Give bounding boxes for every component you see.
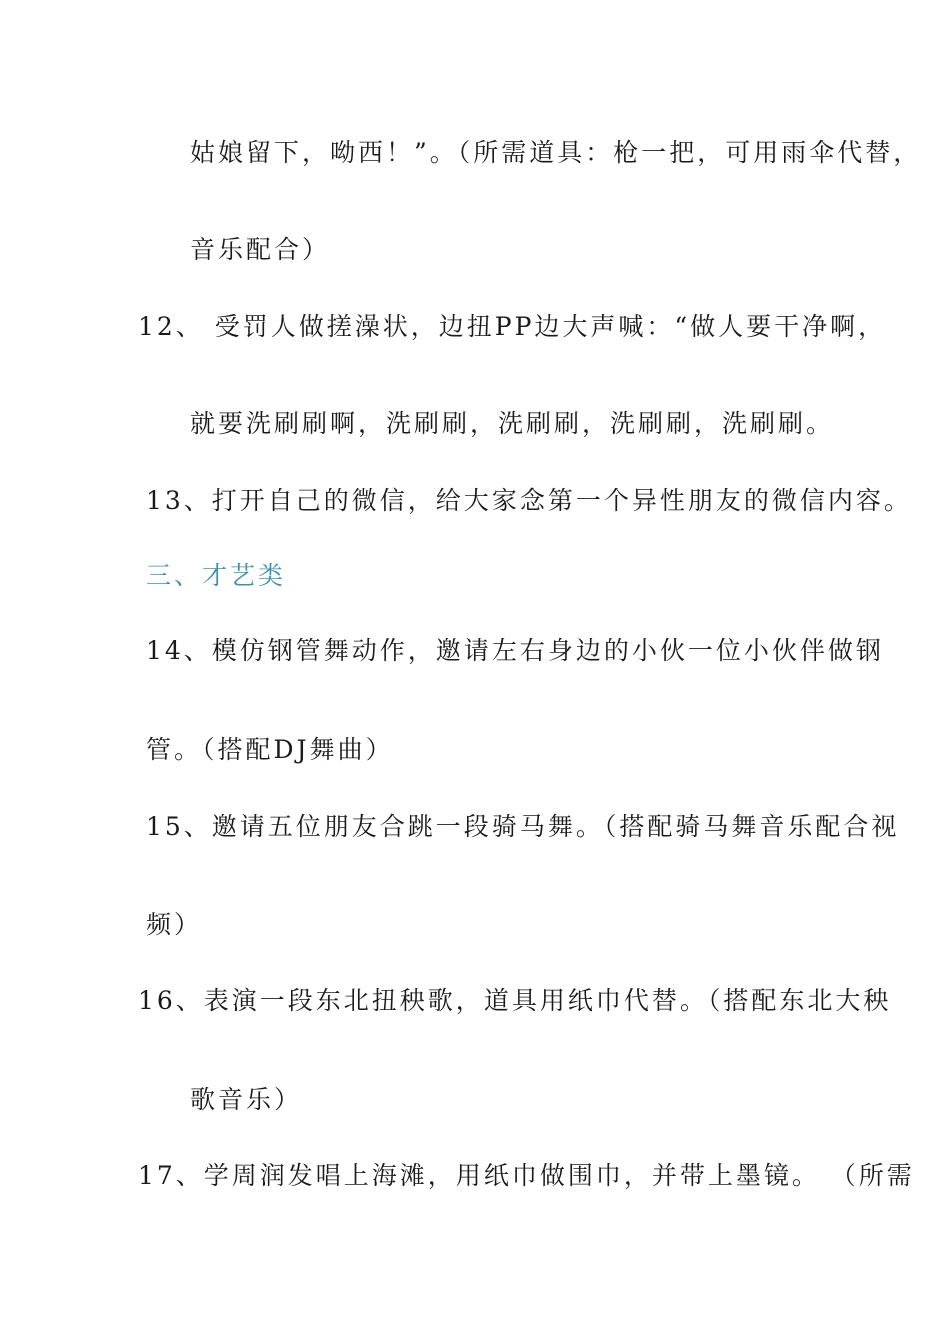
text-line: 频） (146, 910, 203, 939)
text-line: 音乐配合） (190, 235, 331, 264)
text-line: 姑娘留下，呦西！”。（所需道具：枪一把，可用雨伞代替， (190, 138, 922, 167)
section-heading: 三、才艺类 (146, 561, 287, 590)
list-item-12: 12、 受罚人做搓澡状，边扭PP边大声喊：“做人要干净啊， (138, 312, 887, 341)
text-line: 就要洗刷刷啊，洗刷刷，洗刷刷，洗刷刷，洗刷刷。 (190, 409, 835, 438)
list-item-17: 17、学周润发唱上海滩，用纸巾做围巾，并带上墨镜。 （所需 (138, 1161, 915, 1190)
list-item-15: 15、邀请五位朋友合跳一段骑马舞。（搭配骑马舞音乐配合视 (146, 812, 900, 841)
text-line: 管。（搭配DJ舞曲） (146, 735, 394, 764)
list-item-16: 16、表演一段东北扭秧歌，道具用纸巾代替。（搭配东北大秧 (138, 986, 892, 1015)
text-line: 歌音乐） (190, 1085, 303, 1114)
list-item-14: 14、模仿钢管舞动作，邀请左右身边的小伙一位小伙伴做钢 (146, 636, 884, 665)
list-item-13: 13、打开自己的微信，给大家念第一个异性朋友的微信内容。 (146, 486, 912, 515)
